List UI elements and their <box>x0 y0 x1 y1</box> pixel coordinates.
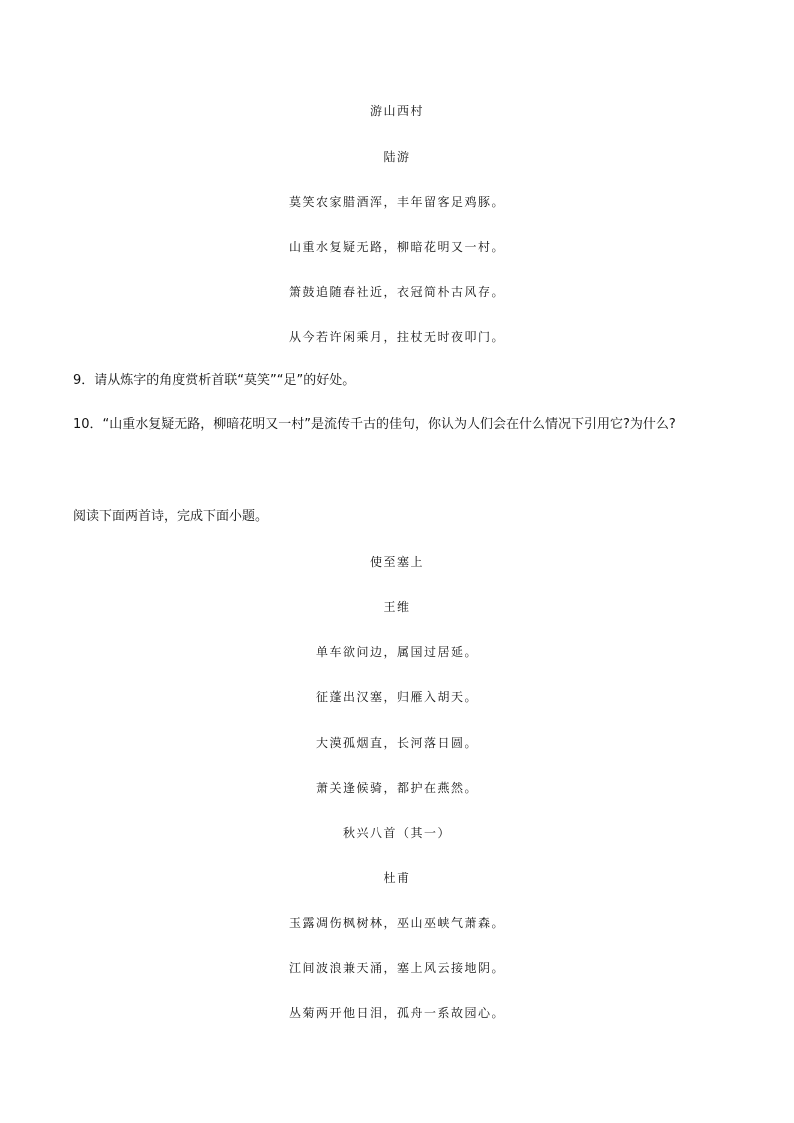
poem-line: 从今若许闲乘月，拄杖无时夜叩门。 <box>288 330 505 344</box>
poem-line: 箫鼓追随春社近，衣冠简朴古风存。 <box>288 285 505 299</box>
poem-line: 丛菊两开他日泪，孤舟一系故园心。 <box>288 1006 505 1020</box>
poem-author: 陆游 <box>383 150 411 164</box>
question-10: 10．“山重水复疑无路，柳暗花明又一村”是流传千古的佳句，你认为人们会在什么情况下引用它?为什么? <box>73 417 676 432</box>
question-9: 9．请从炼字的角度赏析首联“莫笑”“足”的好处。 <box>73 373 356 388</box>
poem-line: 征蓬出汉塞，归雁入胡天。 <box>315 690 478 704</box>
poem-title: 游山西村 <box>369 104 424 118</box>
poem-author: 王维 <box>383 600 411 614</box>
poem-line: 萧关逢候骑，都护在燕然。 <box>315 781 478 795</box>
poem-author: 杜甫 <box>383 871 411 885</box>
poem-line: 单车欲问边，属国过居延。 <box>315 645 478 659</box>
poem-line: 江间波浪兼天涌，塞上风云接地阴。 <box>288 961 505 975</box>
poem-title: 秋兴八首（其一） <box>342 826 451 840</box>
reading-instruction: 阅读下面两首诗，完成下面小题。 <box>73 509 269 524</box>
poem-line: 山重水复疑无路，柳暗花明又一村。 <box>288 240 505 254</box>
poem-title: 使至塞上 <box>369 555 424 569</box>
poem-line: 莫笑农家腊酒浑，丰年留客足鸡豚。 <box>288 195 505 209</box>
poem-line: 玉露凋伤枫树林，巫山巫峡气萧森。 <box>288 916 505 930</box>
poem-line: 大漠孤烟直，长河落日圆。 <box>315 736 478 750</box>
